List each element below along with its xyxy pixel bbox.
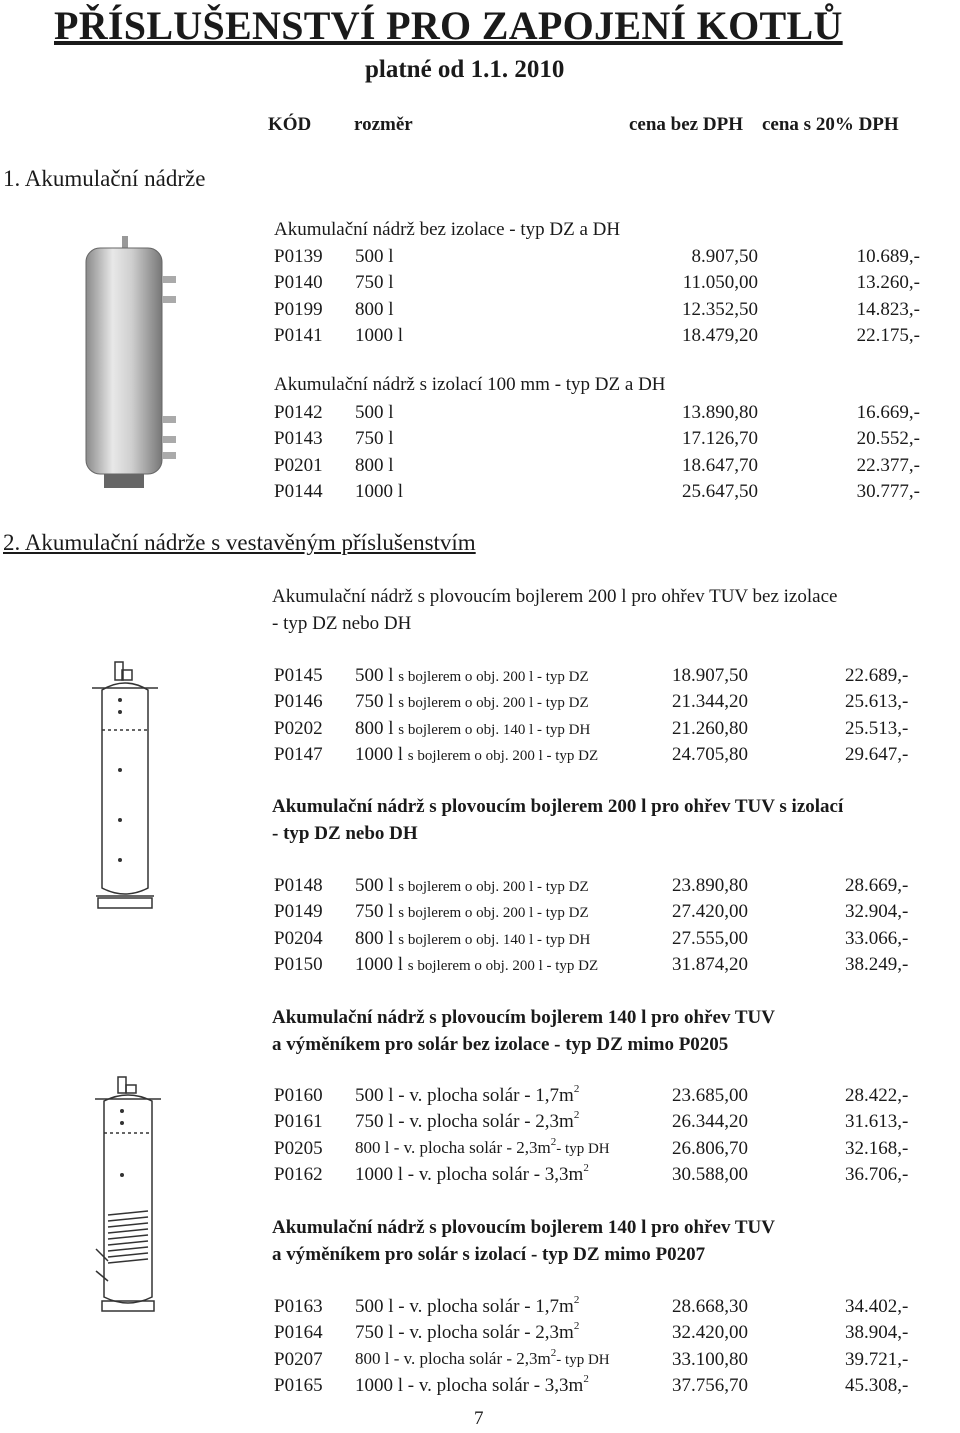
price-vat: 39.721,- [845, 1348, 909, 1370]
group-title: Akumulační nádrž s plovoucím bojlerem 140 l pro ohřev TUV [272, 1007, 775, 1028]
solar-description: 500 l - v. plocha solár - 1,7m [355, 1296, 574, 1317]
solar-description: 750 l - v. plocha solár - 2,3m [355, 1322, 574, 1344]
product-size [355, 1135, 610, 1158]
product-code: P0147 [274, 743, 323, 765]
boiler-description: s bojlerem o obj. 200 l - typ DZ [398, 695, 589, 712]
price-vat: 20.552,- [856, 428, 920, 450]
product-code: P0163 [274, 1296, 323, 1317]
product-code: P0139 [274, 246, 323, 267]
price-vat: 22.689,- [845, 665, 909, 686]
col-header-price-vat: cena s 20% DPH [762, 114, 899, 135]
product-size [355, 744, 598, 766]
table-row [0, 1135, 960, 1164]
price-net: 23.685,00 [672, 1085, 748, 1106]
product-size [355, 1296, 579, 1318]
col-header-price-net: cena bez DPH [629, 114, 743, 135]
boiler-description: s bojlerem o obj. 200 l - typ DZ [398, 905, 589, 922]
price-vat: 29.647,- [845, 743, 909, 765]
volume: 1000 l [355, 743, 404, 765]
product-code: P0160 [274, 1085, 323, 1106]
price-vat: 22.377,- [856, 454, 920, 476]
price-vat: 14.823,- [856, 298, 920, 320]
solar-description: 1000 l - v. plocha solár - 3,3m [355, 1374, 584, 1396]
price-net: 26.344,20 [672, 1111, 748, 1133]
boiler-description: s bojlerem o obj. 200 l - typ DZ [407, 957, 599, 974]
type-suffix: - typ DH [556, 1140, 610, 1157]
product-size [355, 1346, 610, 1369]
price-vat: 45.308,- [845, 1374, 909, 1396]
volume: 800 l [355, 717, 394, 739]
superscript: 2 [573, 1109, 580, 1122]
product-size [355, 1372, 589, 1397]
superscript: 2 [550, 1135, 557, 1148]
table-row [0, 1372, 960, 1401]
price-net: 18.479,20 [682, 324, 758, 346]
superscript: 2 [573, 1320, 580, 1333]
product-code: P0164 [274, 1322, 323, 1344]
table-row [0, 1346, 960, 1375]
product-size [355, 875, 589, 897]
valid-from: platné od 1.1. 2010 [365, 56, 565, 83]
table-row [0, 428, 960, 454]
table-row [0, 402, 960, 428]
group-title: Akumulační nádrž bez izolace - typ DZ a DH [274, 219, 621, 240]
product-code: P0202 [274, 717, 323, 739]
group-title: - typ DZ nebo DH [272, 613, 412, 634]
price-vat: 13.260,- [856, 272, 920, 294]
table-row [0, 875, 960, 901]
solar-description: 800 l - v. plocha solár - 2,3m [355, 1137, 551, 1157]
price-net: 18.647,70 [682, 454, 758, 476]
table-row [0, 744, 960, 770]
product-size [355, 954, 598, 976]
product-code: P0204 [274, 927, 323, 949]
product-code: P0142 [274, 402, 323, 423]
product-code: P0150 [274, 953, 323, 975]
superscript: 2 [550, 1346, 557, 1359]
price-vat: 31.613,- [845, 1111, 909, 1133]
price-net: 32.420,00 [672, 1322, 748, 1344]
group-title: Akumulační nádrž s plovoucím bojlerem 140 l pro ohřev TUV [272, 1217, 775, 1238]
product-code: P0205 [274, 1137, 323, 1159]
table-row [0, 1161, 960, 1190]
group-title: - typ DZ nebo DH [272, 823, 418, 844]
solar-description: 800 l - v. plocha solár - 2,3m [355, 1348, 551, 1368]
product-code: P0162 [274, 1163, 323, 1185]
price-net: 30.588,00 [672, 1163, 748, 1185]
price-vat: 33.066,- [845, 927, 909, 949]
product-size [355, 691, 589, 713]
table-row [0, 299, 960, 325]
price-vat: 28.422,- [845, 1085, 909, 1106]
product-size: 750 l [355, 428, 394, 450]
price-net: 21.344,20 [672, 691, 748, 713]
table-row [0, 272, 960, 298]
price-net: 12.352,50 [682, 298, 758, 320]
product-code: P0141 [274, 324, 323, 346]
price-vat: 30.777,- [856, 480, 920, 502]
table-row [0, 718, 960, 744]
price-vat: 34.402,- [845, 1296, 909, 1317]
price-net: 13.890,80 [682, 402, 758, 423]
solar-description: 1000 l - v. plocha solár - 3,3m [355, 1163, 584, 1185]
group-title: Akumulační nádrž s plovoucím bojlerem 200 l pro ohřev TUV bez izolace [272, 586, 838, 607]
product-code: P0207 [274, 1348, 323, 1370]
type-suffix: - typ DH [556, 1351, 610, 1368]
superscript: 2 [583, 1372, 589, 1385]
table-row [0, 691, 960, 717]
boiler-description: s bojlerem o obj. 200 l - typ DZ [407, 747, 599, 764]
price-net: 25.647,50 [682, 480, 758, 502]
product-size [355, 928, 590, 950]
price-vat: 32.168,- [845, 1137, 909, 1159]
price-net: 11.050,00 [682, 272, 758, 294]
table-row [0, 954, 960, 980]
product-size [355, 1161, 589, 1186]
price-net: 31.874,20 [672, 953, 748, 975]
group-title: a výměníkem pro solár bez izolace - typ DZ mimo P0205 [272, 1034, 729, 1055]
boiler-description: s bojlerem o obj. 140 l - typ DH [398, 721, 591, 738]
product-size [355, 1322, 579, 1344]
table-row [0, 901, 960, 927]
volume: 750 l [355, 691, 394, 713]
table-row [0, 455, 960, 481]
product-size [355, 1111, 579, 1133]
price-vat: 36.706,- [845, 1163, 909, 1185]
table-row [0, 1111, 960, 1137]
boiler-description: s bojlerem o obj. 200 l - typ DZ [398, 669, 589, 685]
solar-description: 750 l - v. plocha solár - 2,3m [355, 1111, 574, 1133]
table-row [0, 246, 960, 272]
price-net: 27.420,00 [672, 901, 748, 923]
product-code: P0144 [274, 480, 323, 502]
table-row [0, 1085, 960, 1111]
page-number: 7 [474, 1408, 484, 1429]
product-size [355, 901, 589, 923]
price-net: 37.756,70 [672, 1374, 748, 1396]
product-size: 500 l [355, 402, 394, 423]
product-code: P0161 [274, 1111, 323, 1133]
superscript: 2 [583, 1161, 589, 1174]
volume: 750 l [355, 901, 394, 923]
superscript: 2 [573, 1294, 580, 1306]
product-code: P0199 [274, 298, 323, 320]
product-size: 800 l [355, 298, 394, 320]
product-code: P0146 [274, 691, 323, 713]
table-row [0, 665, 960, 691]
price-vat: 38.904,- [845, 1322, 909, 1344]
volume: 500 l [355, 665, 394, 686]
table-row [0, 1296, 960, 1322]
price-vat: 32.904,- [845, 901, 909, 923]
product-code: P0143 [274, 428, 323, 450]
product-code: P0145 [274, 665, 323, 686]
product-code: P0148 [274, 875, 323, 896]
group-title: a výměníkem pro solár s izolací - typ DZ mimo P0207 [272, 1244, 706, 1265]
price-net: 18.907,50 [672, 665, 748, 686]
group-title: Akumulační nádrž s plovoucím bojlerem 200 l pro ohřev TUV s izolací [272, 796, 844, 817]
boiler-description: s bojlerem o obj. 200 l - typ DZ [398, 879, 589, 895]
product-size: 750 l [355, 272, 394, 294]
product-code: P0165 [274, 1374, 323, 1396]
section-2-title: 2. Akumulační nádrže s vestavěným příslušenstvím [3, 530, 476, 555]
price-vat: 10.689,- [856, 246, 920, 267]
product-size: 1000 l [355, 324, 404, 346]
price-vat: 22.175,- [856, 324, 920, 346]
price-vat: 28.669,- [845, 875, 909, 896]
col-header-size: rozměr [354, 114, 413, 135]
price-net: 27.555,00 [672, 927, 748, 949]
table-row [0, 1322, 960, 1348]
price-net: 17.126,70 [682, 428, 758, 450]
price-net: 24.705,80 [672, 743, 748, 765]
product-size [355, 665, 589, 687]
solar-description: 500 l - v. plocha solár - 1,7m [355, 1085, 574, 1106]
price-net: 26.806,70 [672, 1137, 748, 1159]
product-size: 500 l [355, 246, 394, 267]
price-vat: 25.513,- [845, 717, 909, 739]
group-title: Akumulační nádrž s izolací 100 mm - typ DZ a DH [274, 374, 666, 395]
price-vat: 38.249,- [845, 953, 909, 975]
table-row [0, 928, 960, 954]
product-size [355, 718, 590, 740]
price-net: 23.890,80 [672, 875, 748, 896]
price-net: 8.907,50 [691, 246, 758, 267]
superscript: 2 [573, 1083, 580, 1095]
price-vat: 16.669,- [856, 402, 920, 423]
volume: 800 l [355, 927, 394, 949]
product-size [355, 1085, 579, 1107]
product-size: 800 l [355, 454, 394, 476]
page-title: PŘÍSLUŠENSTVÍ PRO ZAPOJENÍ KOTLŮ [54, 3, 843, 48]
volume: 1000 l [355, 953, 404, 975]
product-size: 1000 l [355, 480, 404, 502]
price-net: 21.260,80 [672, 717, 748, 739]
col-header-code: KÓD [268, 114, 312, 135]
table-row [0, 481, 960, 507]
table-row [0, 325, 960, 351]
section-1-title: 1. Akumulační nádrže [3, 166, 206, 191]
volume: 500 l [355, 875, 394, 896]
product-code: P0201 [274, 454, 323, 476]
boiler-description: s bojlerem o obj. 140 l - typ DH [398, 931, 591, 948]
product-code: P0140 [274, 272, 323, 294]
price-net: 28.668,30 [672, 1296, 748, 1317]
price-net: 33.100,80 [672, 1348, 748, 1370]
product-code: P0149 [274, 901, 323, 923]
price-vat: 25.613,- [845, 691, 909, 713]
